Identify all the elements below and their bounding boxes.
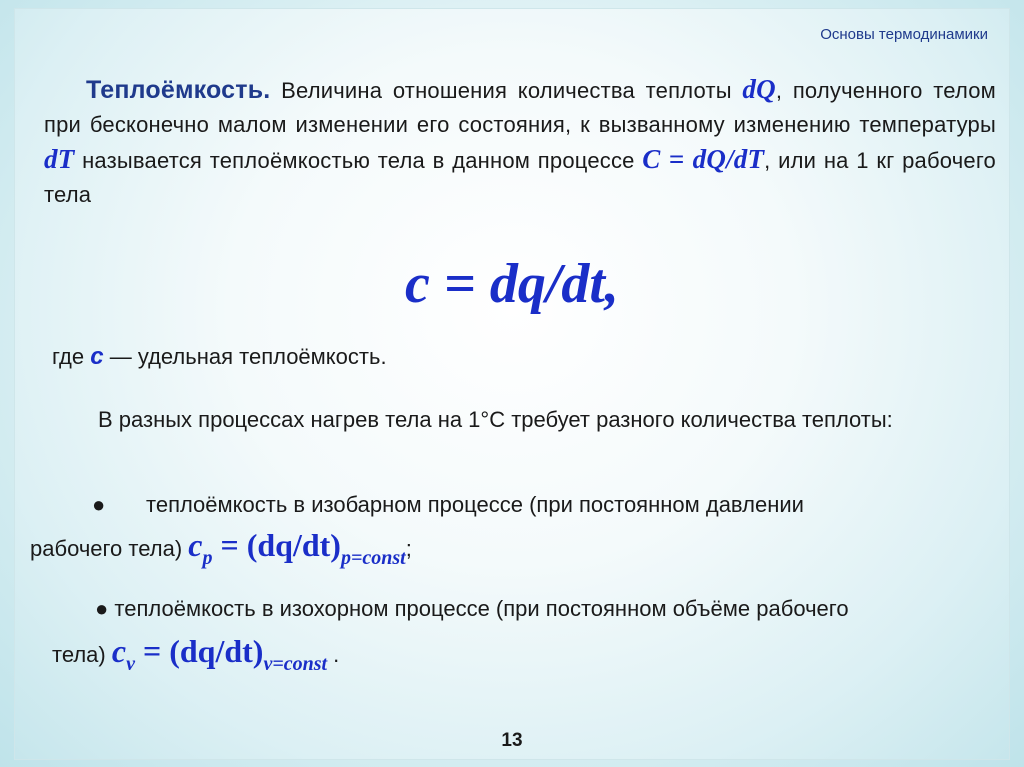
where-line (52, 342, 387, 372)
formula-c: C = dQ/dT (642, 144, 765, 174)
bullet-isobaric-end: ; (405, 536, 412, 561)
bullet-isobaric-cont (30, 527, 412, 573)
definition-text-a: Величина отношения количества теплоты (270, 78, 743, 103)
bullet-isobaric-text: теплоёмкость в изобарном процессе (при постоянном давлении (146, 492, 804, 517)
definition-text-c: называется теплоёмкостью тела в данном процессе (74, 148, 643, 173)
definition-text-d: , или на 1 кг рабочего тела (44, 148, 996, 207)
where-text: — удельная теплоёмкость. (103, 344, 387, 369)
where-symbol: c (90, 343, 104, 370)
processes-paragraph: В разных процессах нагрев тела на 1°С требует разного количества теплоты: (98, 407, 893, 432)
formula-cp: $c_p = (dq/dt)_{p=const}$ (188, 527, 406, 569)
bullet-marker: ● (95, 596, 109, 621)
bullet-marker: ● (92, 492, 106, 517)
bullet-isochoric-text: теплоёмкость в изохорном процессе (при постоянном объёме рабочего (114, 596, 849, 621)
symbol-dq: dQ (742, 74, 776, 104)
bullet-isochoric (95, 594, 991, 624)
symbol-dt: dT (44, 144, 75, 174)
page-number: 13 (501, 730, 523, 751)
main-formula: c = dq/dt, (405, 253, 619, 315)
definition-paragraph (44, 72, 996, 212)
definition-text-b: , полученного телом при бесконечно малом изменении его состояния, к вызванному изменению температуры (44, 78, 996, 137)
bullet-isobaric-cont-text: рабочего тела) (30, 536, 189, 561)
bullet-isochoric-cont (52, 633, 340, 679)
bullet-isochoric-end: . (327, 642, 340, 667)
where-prefix: где (52, 344, 91, 369)
bullet-isobaric (92, 490, 988, 520)
slide-header: Основы термодинамики (820, 26, 988, 43)
bullet-isochoric-cont-text: тела) (52, 642, 112, 667)
formula-cv: $c_v = (dq/dt)_{v=const}$ (111, 633, 328, 675)
term-heat-capacity: Теплоёмкость. (86, 76, 271, 104)
